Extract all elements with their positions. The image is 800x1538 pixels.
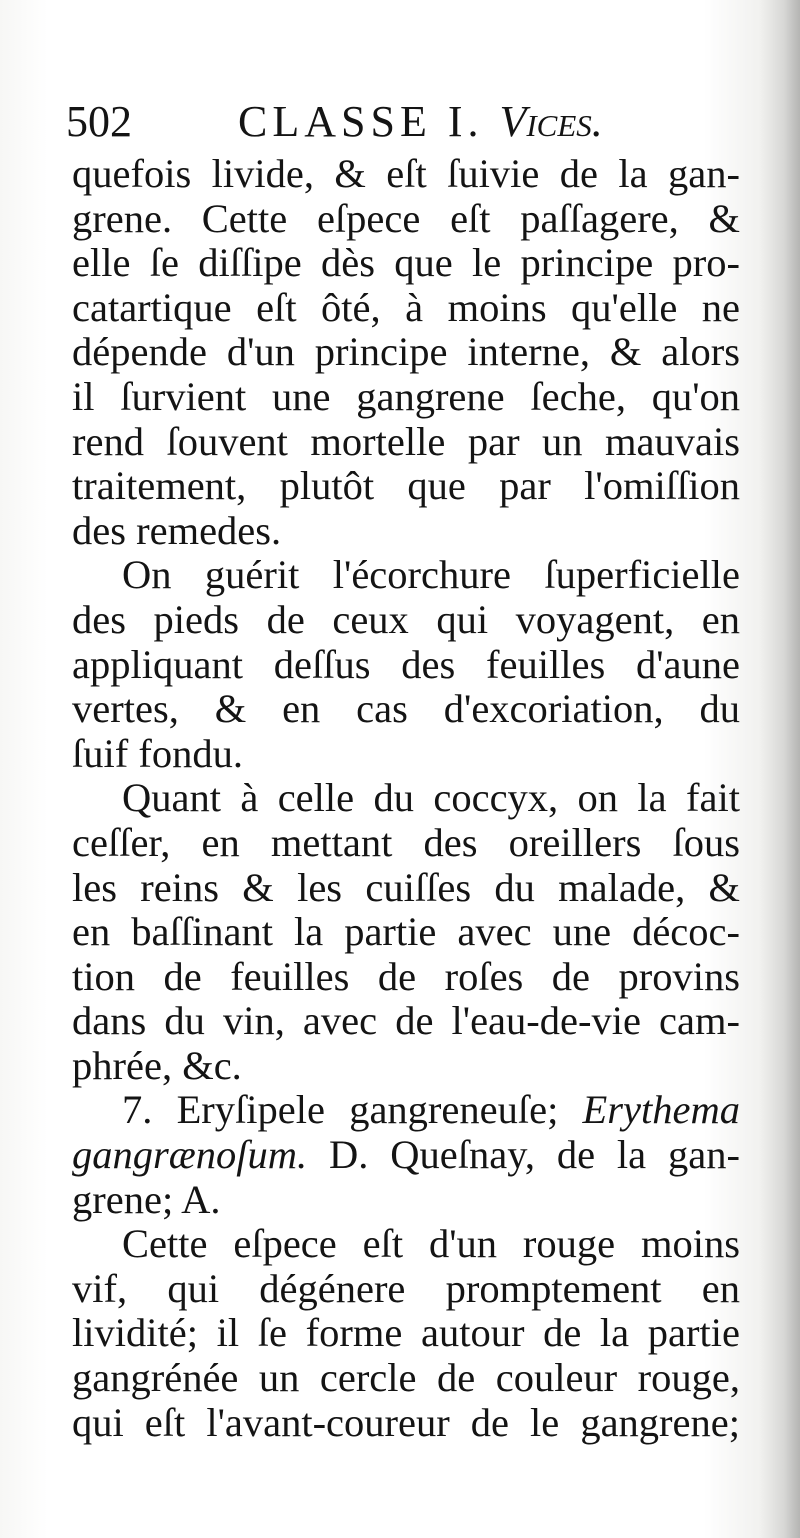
page-number: 502: [66, 97, 132, 146]
heading-latin-term: gangrænoſum.: [72, 1132, 308, 1178]
text-line: rend ſouvent mortelle par un mauvais: [72, 418, 740, 464]
text-line: appliquant deſſus des feuilles d'aune: [72, 641, 740, 687]
text-line: ceſſer, en mettant des oreillers ſous: [72, 819, 740, 865]
section-heading-line: [72, 1133, 740, 1178]
class-title: CLASSE I.: [238, 97, 484, 146]
text-line: il ſurvient une gangrene ſeche, qu'on: [72, 373, 740, 419]
text-line: Quant à celle du coccyx, on la fait: [122, 775, 740, 821]
text-line: traitement, plutôt que par l'omiſſion: [72, 463, 740, 509]
text-line: tion de feuilles de roſes de provins: [72, 953, 740, 999]
text-line: des remedes.: [72, 507, 282, 553]
section-heading-line: [72, 1088, 740, 1133]
text-line: gangrénée un cercle de couleur rouge,: [72, 1355, 740, 1401]
text-line: elle ſe diſſipe dès que le principe pro-: [72, 240, 740, 286]
text-line: qui eſt l'avant-coureur de le gangrene;: [72, 1399, 740, 1445]
text-line: quefois livide, & eſt ſuivie de la gan-: [72, 151, 740, 196]
heading-text: D. Queſnay, de la gan-: [307, 1132, 740, 1178]
text-line: en baſſinant la partie avec une décoc-: [72, 909, 740, 955]
text-line: Cette eſpece eſt d'un rouge moins: [122, 1221, 740, 1267]
text-line: les reins & les cuiſſes du malade, &: [72, 864, 740, 910]
text-line: grene. Cette eſpece eſt paſſagere, &: [72, 195, 740, 241]
text-line: phrée, &c.: [72, 1042, 242, 1088]
text-line: vif, qui dégénere promptement en: [72, 1265, 740, 1311]
page-edge-shadow: [760, 0, 800, 1538]
running-title: [238, 92, 603, 152]
text-line: des pieds de ceux qui voyagent, en: [72, 596, 740, 642]
text-line: vertes, & en cas d'excoriation, du: [72, 686, 740, 732]
heading-latin-term: Erythema: [582, 1087, 740, 1133]
text-line: catartique eſt ôté, à moins qu'elle ne: [72, 284, 740, 330]
section-title: Vices.: [499, 97, 603, 146]
heading-text: 7. Eryſipele gangreneuſe;: [122, 1087, 583, 1133]
text-line: lividité; il ſe forme autour de la partie: [72, 1310, 740, 1356]
body-text: [72, 152, 740, 1445]
running-header: [66, 92, 746, 152]
text-line: On guérit l'écorchure ſuperficielle: [122, 552, 740, 598]
text-line: dépende d'un principe interne, & alors: [72, 329, 740, 375]
text-line: ſuif fondu.: [72, 730, 243, 776]
text-line: dans du vin, avec de l'eau-de-vie cam-: [72, 998, 740, 1044]
section-heading-line: grene; A.: [72, 1176, 221, 1222]
